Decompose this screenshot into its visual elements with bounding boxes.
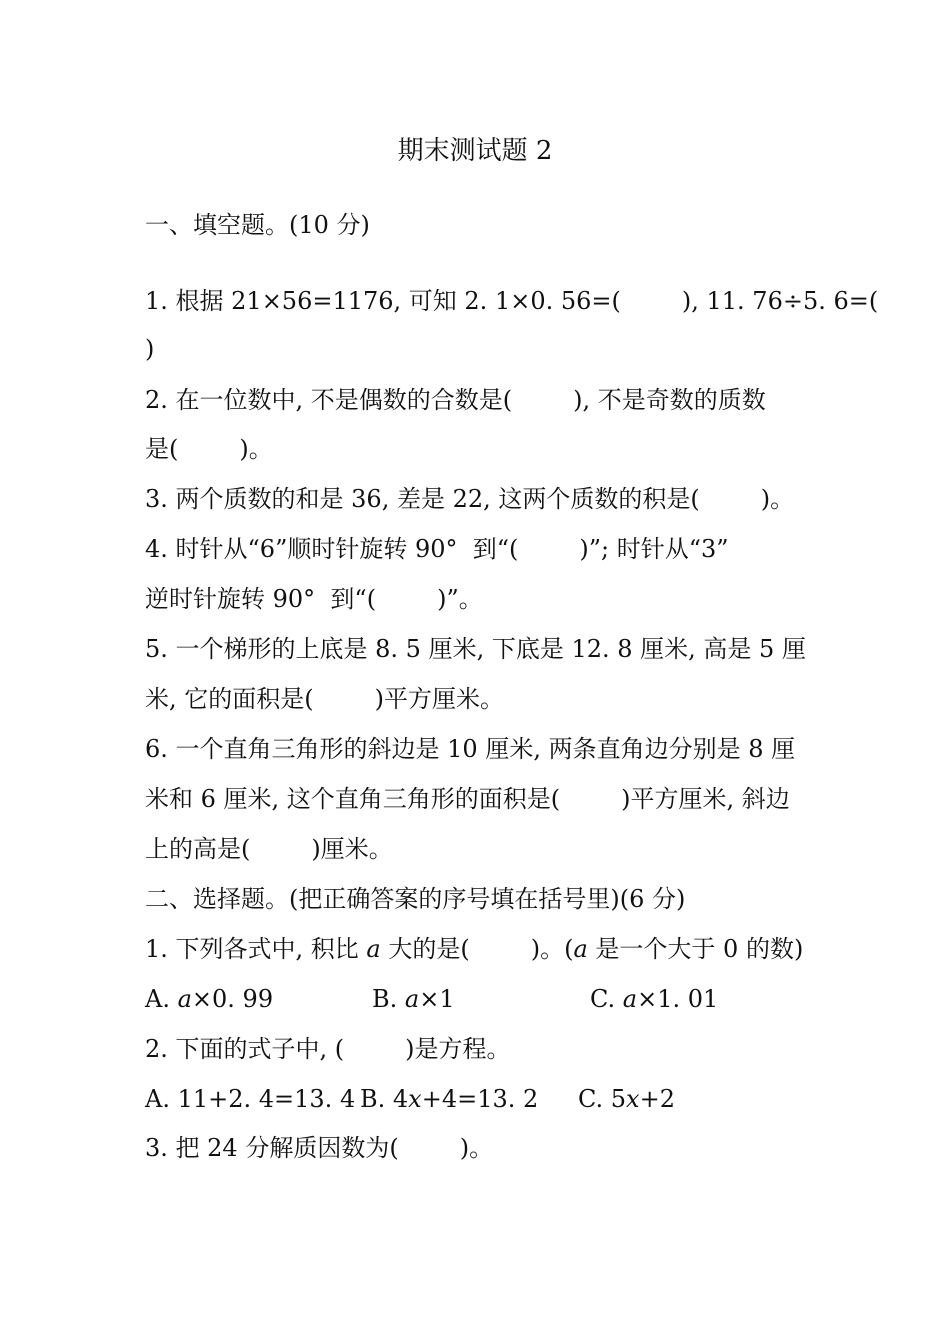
mc1-option-b-text: ×1	[419, 985, 455, 1013]
page-title: 期末测试题 2	[397, 136, 553, 166]
mc1-option-c	[590, 984, 718, 1014]
mc2-option-c-label: C. 5	[578, 1085, 627, 1113]
mc2-option-b-var: x	[408, 1085, 422, 1113]
mc2-stem: 2. 下面的式子中, ( )是方程。	[145, 1035, 511, 1063]
mc1-stem-c: 是一个大于 0 的数)	[587, 935, 804, 963]
mc1-option-b-var: a	[404, 985, 420, 1013]
mc1-var-2: a	[573, 935, 588, 963]
q5-line-2: 米, 它的面积是( )平方厘米。	[145, 685, 505, 713]
mc2-option-c	[578, 1084, 675, 1114]
section-2-heading: 二、选择题。(把正确答案的序号填在括号里)(6 分)	[145, 885, 686, 913]
mc1-stem	[145, 934, 825, 964]
mc1-var: a	[366, 935, 381, 963]
q2-line-2: 是( )。	[145, 435, 273, 463]
q3-line-1: 3. 两个质数的和是 36, 差是 22, 这两个质数的积是( )。	[145, 485, 795, 513]
mc1-option-b	[372, 984, 455, 1014]
section-1-heading: 一、填空题。(10 分)	[145, 211, 370, 239]
q1-line-2: )	[145, 335, 155, 363]
q5-line-1: 5. 一个梯形的上底是 8. 5 厘米, 下底是 12. 8 厘米, 高是 5 厘	[145, 635, 806, 663]
q2-line-1: 2. 在一位数中, 不是偶数的合数是( ), 不是奇数的质数	[145, 386, 766, 414]
q6-line-2: 米和 6 厘米, 这个直角三角形的面积是( )平方厘米, 斜边	[145, 785, 790, 813]
mc2-option-b-label: B. 4	[360, 1085, 409, 1113]
mc1-option-a-var: a	[177, 985, 192, 1013]
mc1-option-a	[145, 984, 273, 1014]
mc1-option-a-text: ×0. 99	[191, 985, 274, 1013]
mc1-option-c-var: a	[622, 985, 638, 1013]
mc1-option-a-label: A.	[145, 985, 178, 1013]
mc3-stem: 3. 把 24 分解质因数为( )。	[145, 1134, 494, 1162]
q1-line-1: 1. 根据 21×56=1176, 可知 2. 1×0. 56=( ), 11. 76÷5. 6=(	[145, 287, 879, 315]
q4-line-1: 4. 时针从“6”顺时针旋转 90° 到“( )”; 时针从“3”	[145, 535, 729, 563]
mc1-option-c-label: C.	[590, 985, 623, 1013]
mc1-stem-b: 大的是( )。(	[380, 935, 574, 963]
q6-line-1: 6. 一个直角三角形的斜边是 10 厘米, 两条直角边分别是 8 厘	[145, 735, 796, 763]
mc1-stem-a: 1. 下列各式中, 积比	[145, 935, 367, 963]
mc2-option-b	[360, 1084, 538, 1114]
mc1-option-b-label: B.	[372, 985, 405, 1013]
q6-line-3: 上的高是( )厘米。	[145, 835, 393, 863]
mc1-option-c-text: ×1. 01	[637, 985, 719, 1013]
mc2-option-c-var: x	[626, 1085, 640, 1113]
mc2-option-c-text: +2	[639, 1085, 675, 1113]
q4-line-2: 逆时针旋转 90° 到“( )”。	[145, 585, 483, 613]
mc2-option-b-text: +4=13. 2	[421, 1085, 539, 1113]
mc2-option-a: A. 11+2. 4=13. 4	[145, 1085, 356, 1113]
